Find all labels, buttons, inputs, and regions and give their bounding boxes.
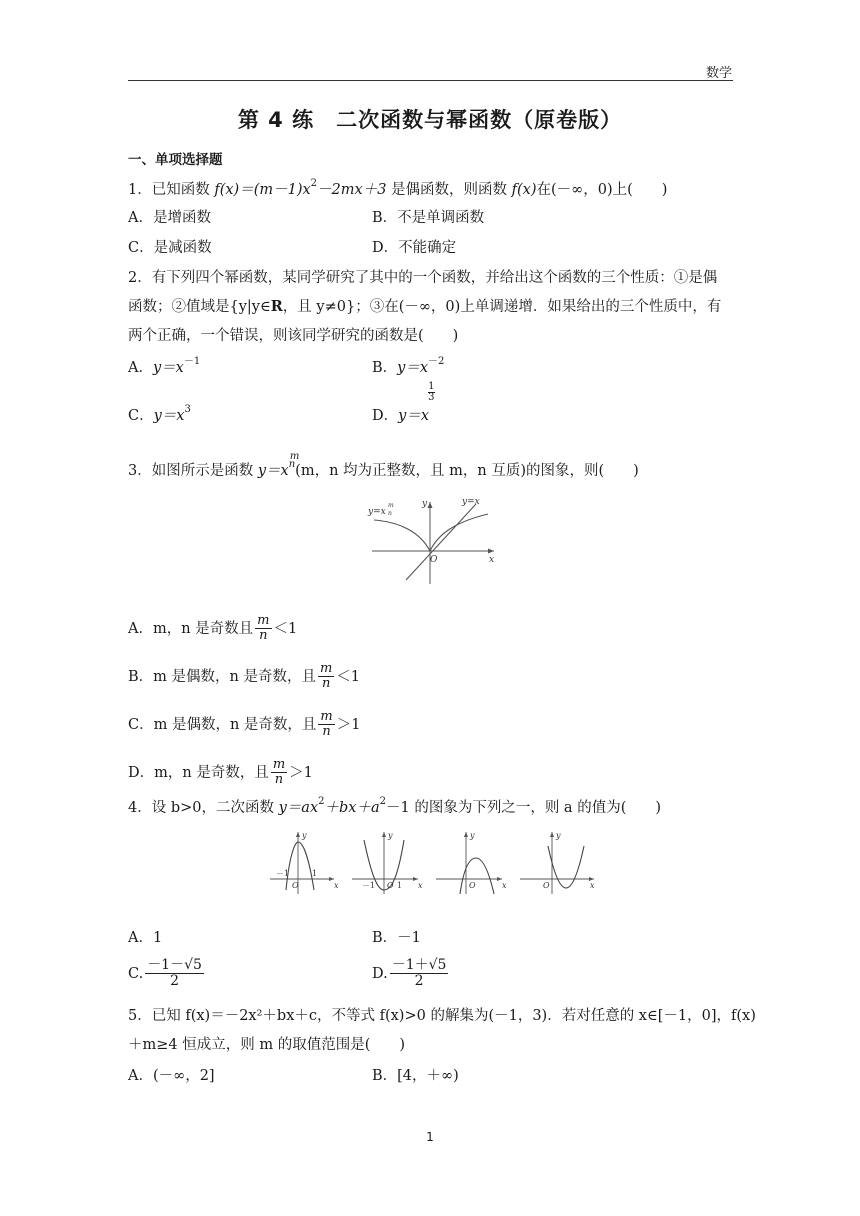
- q5-line-2: ＋m≥4 恒成立，则 m 的取值范围是( ): [128, 1037, 406, 1053]
- q1-option-d: D．不能确定: [372, 240, 457, 256]
- q4-g1-x: x: [334, 881, 339, 890]
- q4-option-c: [128, 958, 206, 990]
- q3-stem-exp-n: n: [288, 459, 296, 471]
- q1-stem-c: 在(－∞，0)上( ): [536, 182, 668, 198]
- q4-sq-1: 2: [318, 796, 325, 808]
- page-number: 1: [426, 1130, 434, 1144]
- q4-g3-x: x: [502, 881, 507, 890]
- q4-d-den: 2: [414, 973, 424, 990]
- q3-y-label: y: [422, 499, 428, 509]
- q2-line-2b: ，且 y≠0}；③在(－∞，0)上单调递增．如果给出的三个性质中，有: [282, 299, 722, 315]
- q3-c-tail: ＞1: [336, 716, 361, 733]
- q3-b-frac-den: n: [321, 676, 331, 692]
- q2-option-d: [372, 381, 435, 426]
- q4-g2-y: y: [388, 831, 393, 840]
- header-rule: [128, 80, 733, 81]
- q3-x-arrow: [488, 549, 494, 554]
- q3-curve-label-n: n: [388, 510, 392, 517]
- q3-a-frac-den: n: [259, 628, 268, 644]
- q4-g1-y: y: [302, 831, 307, 840]
- q4-stem-b: 的图象为下列之一，则 a 的值为( ): [409, 800, 662, 816]
- q3-d-frac-num: m: [272, 757, 286, 772]
- q2-option-c: [128, 406, 191, 426]
- q4-option-a: A．1: [128, 930, 163, 946]
- q3-y-arrow: [428, 502, 433, 508]
- q1-stem-a: 1．已知函数: [128, 182, 215, 198]
- q3-option-b: [128, 662, 360, 692]
- q4-option-b: B．－1: [372, 930, 421, 946]
- q1-option-a: A．是增函数: [128, 210, 211, 226]
- q2-c-exp: 3: [184, 404, 191, 416]
- q3-c-frac-den: n: [322, 724, 331, 740]
- q3-d-tail: ＞1: [289, 764, 313, 781]
- q2-line-1: 2．有下列四个幂函数，某同学研究了其中的一个函数，并给出这个函数的三个性质：①是偶: [128, 270, 718, 286]
- q5-option-a: A．(－∞，2]: [128, 1068, 215, 1084]
- q4-graph-4: [520, 831, 595, 894]
- q2-real-set: R: [270, 298, 283, 315]
- q3-stem: [128, 451, 639, 481]
- q3-line-label: y=x: [462, 497, 480, 507]
- q3-stem-a: 3．如图所示是函数: [128, 463, 258, 479]
- q4-g4-y: y: [556, 831, 561, 840]
- q4-g4-o: O: [543, 881, 550, 890]
- q1-stem-b: 是偶函数，则函数: [386, 182, 512, 198]
- q2-b-expr: y＝x: [397, 360, 429, 376]
- q2-option-a: [128, 358, 200, 378]
- q4-c-den: 2: [170, 973, 180, 990]
- q2-line-2a: 函数；②值域是{y|y∈: [128, 299, 271, 315]
- q4-d-num: －1＋√5: [391, 957, 447, 973]
- q3-stem-b: (m，n 均为正整数，且 m，n 互质)的图象，则( ): [295, 463, 639, 479]
- q4-g2-m1: －1: [362, 881, 376, 890]
- q4-c-num: －1－√5: [147, 957, 202, 973]
- question-1-stem: [128, 180, 667, 200]
- q1-formula-rest: －2mx＋3: [317, 182, 387, 198]
- q2-line-2: [128, 297, 721, 317]
- q2-a-label: A．: [128, 360, 153, 376]
- q3-d-text: D．m，n 是奇数，且: [128, 764, 269, 781]
- q3-stem-expr: y＝x: [257, 463, 289, 479]
- q3-c-frac-num: m: [320, 709, 333, 724]
- q2-d-label: D．: [372, 408, 399, 424]
- q3-origin-label: O: [430, 555, 438, 565]
- q2-b-label: B．: [372, 360, 398, 376]
- q2-c-expr: y＝x: [153, 408, 185, 424]
- q3-power-curve: [374, 514, 488, 551]
- q3-c-text: C．m 是偶数，n 是奇数，且: [128, 716, 317, 733]
- q1-fx: f(x): [511, 182, 537, 198]
- q4-g2-p1: 1: [397, 881, 403, 890]
- q3-b-frac-num: m: [319, 661, 333, 676]
- q4-d-label: D.: [372, 965, 388, 982]
- q4-expr: y＝ax: [278, 800, 319, 816]
- q4-g3-y: y: [470, 831, 475, 840]
- q3-curve-label-m: m: [388, 502, 394, 509]
- page-title: 第 4 练 二次函数与幂函数（原卷版）: [237, 108, 623, 132]
- q4-g1-o: O: [292, 881, 299, 890]
- q4-graph-1: [270, 831, 339, 894]
- q2-c-label: C．: [128, 408, 154, 424]
- header-subject: 数学: [705, 66, 732, 81]
- section-heading: 一、单项选择题: [128, 152, 223, 168]
- q4-sq-2: 2: [379, 796, 386, 808]
- q5-line-1: 5．已知 f(x)＝－2x²＋bx＋c，不等式 f(x)>0 的解集为(－1，3)．若对任意的 x∈[－1，0]，f(x): [128, 1008, 756, 1024]
- q5-option-b: B．[4，＋∞): [372, 1068, 459, 1084]
- q4-g1-p1: 1: [312, 869, 318, 878]
- q3-option-a: [128, 614, 297, 644]
- q2-line-3: 两个正确，一个错误，则该同学研究的函数是( ): [128, 328, 459, 344]
- q3-a-text: A．m，n 是奇数且: [128, 620, 254, 637]
- q4-graph-3: [436, 831, 507, 894]
- q4-g2-x: x: [418, 881, 423, 890]
- q3-option-c: [128, 710, 360, 740]
- q3-d-frac-den: n: [274, 772, 284, 788]
- q3-curve-label: y=x: [368, 507, 386, 517]
- q3-stem-exp-m: m: [289, 451, 300, 462]
- q4-stem: [128, 798, 661, 818]
- q3-line-y-eq-x: [406, 504, 476, 580]
- q2-b-exp: －2: [428, 356, 445, 368]
- q1-square: 2: [310, 178, 318, 190]
- q1-formula: f(x)＝(m－1)x: [214, 182, 311, 198]
- q2-d-exponent: 1 3: [428, 381, 435, 403]
- q4-graphs: [268, 828, 598, 896]
- q2-d-expr: y＝x: [398, 408, 430, 424]
- q3-x-label: x: [489, 555, 495, 565]
- q4-c-label: C.: [128, 965, 144, 982]
- q4-graph-2: [352, 831, 423, 894]
- q4-stem-a: 4．设 b>0，二次函数: [128, 800, 279, 816]
- q1-option-c: C．是减函数: [128, 240, 212, 256]
- q3-b-text: B．m 是偶数，n 是奇数，且: [128, 668, 316, 685]
- q4-option-d: [372, 958, 450, 990]
- q2-a-expr: y＝x: [152, 360, 184, 376]
- q3-option-d: [128, 758, 313, 788]
- q4-g1-m1: －1: [276, 869, 290, 878]
- q2-a-exp: －1: [183, 356, 201, 368]
- q3-a-frac-num: m: [257, 613, 270, 628]
- q3-b-tail: ＜1: [336, 668, 361, 685]
- q4-g2-o: O: [387, 881, 394, 890]
- q4-expr-tail: －1: [385, 800, 410, 816]
- q3-a-tail: ＜1: [273, 620, 298, 637]
- q1-option-b: B．不是单调函数: [372, 210, 485, 226]
- q4-expr-mid: ＋bx＋a: [324, 800, 380, 816]
- q4-g4-x: x: [590, 881, 595, 890]
- q2-option-b: [372, 358, 444, 378]
- q3-graph: [360, 494, 500, 586]
- q4-g3-o: O: [469, 881, 476, 890]
